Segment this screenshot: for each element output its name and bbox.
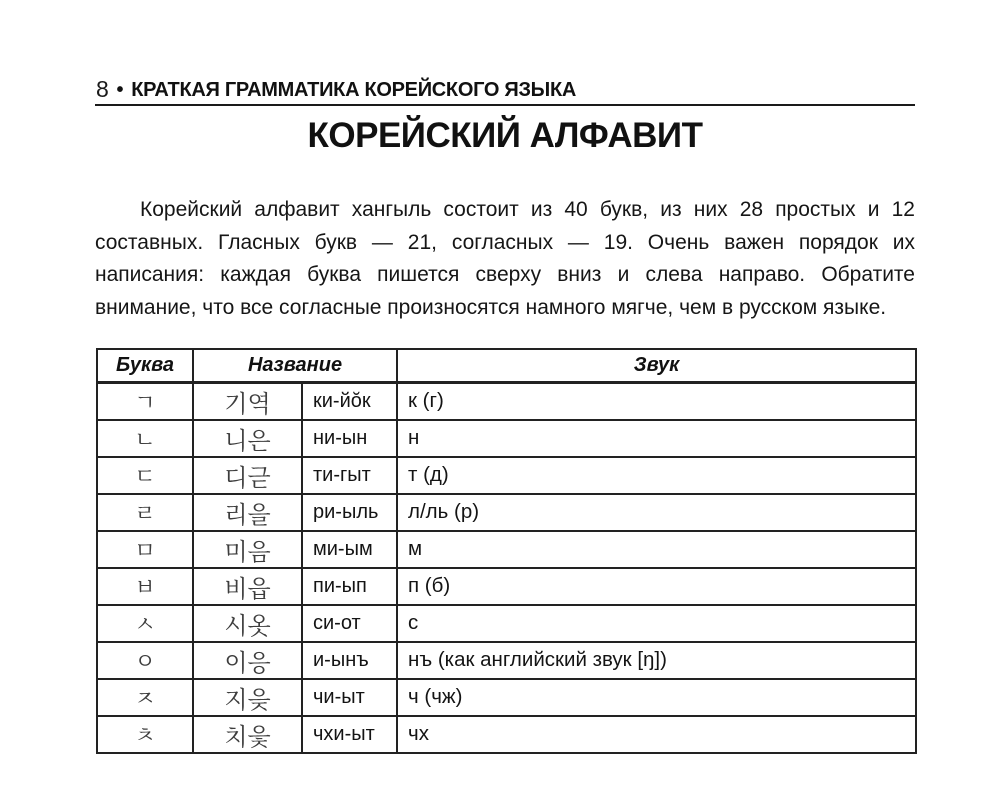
korean-name-cell: 디귿 (193, 457, 302, 494)
korean-letter-cell: ㅇ (97, 642, 193, 679)
table-row (97, 642, 916, 679)
translit-name-cell: ки-йŏк (302, 382, 397, 420)
sound-cell: м (397, 531, 916, 568)
korean-name-cell: 이응 (193, 642, 302, 679)
korean-letter-cell: ㄴ (97, 420, 193, 457)
sound-cell: к (г) (397, 382, 916, 420)
korean-letter-cell: ㅈ (97, 679, 193, 716)
sound-cell: ч (чж) (397, 679, 916, 716)
table-row (97, 494, 916, 531)
korean-letter-cell: ㅊ (97, 716, 193, 753)
translit-name-cell: чи-ыт (302, 679, 397, 716)
korean-letter-cell: ㄷ (97, 457, 193, 494)
page-number: 8 (96, 76, 109, 102)
korean-letter-cell: ㄹ (97, 494, 193, 531)
translit-name-cell: и-ынъ (302, 642, 397, 679)
table-row (97, 457, 916, 494)
table-row (97, 568, 916, 605)
table-row (97, 679, 916, 716)
sound-cell: т (д) (397, 457, 916, 494)
sound-cell: с (397, 605, 916, 642)
alphabet-table-body (97, 382, 916, 753)
translit-name-cell: ри-ыль (302, 494, 397, 531)
korean-letter-cell: ㅁ (97, 531, 193, 568)
korean-name-cell: 기역 (193, 382, 302, 420)
sound-cell: нъ (как английский звук [ŋ]) (397, 642, 916, 679)
korean-letter-cell: ㅂ (97, 568, 193, 605)
sound-cell: н (397, 420, 916, 457)
translit-name-cell: ти-гыт (302, 457, 397, 494)
translit-name-cell: чхи-ыт (302, 716, 397, 753)
korean-name-cell: 니은 (193, 420, 302, 457)
translit-name-cell: ни-ын (302, 420, 397, 457)
table-header-row (97, 349, 916, 382)
bullet-separator-icon: • (116, 79, 124, 101)
sound-cell: л/ль (р) (397, 494, 916, 531)
col-header-sound: Звук (397, 349, 916, 382)
col-header-letter: Буква (97, 349, 193, 382)
running-title: КРАТКАЯ ГРАММАТИКА КОРЕЙСКОГО ЯЗЫКА (131, 79, 577, 101)
table-row (97, 420, 916, 457)
korean-name-cell: 시옷 (193, 605, 302, 642)
table-row (97, 531, 916, 568)
korean-name-cell: 치읓 (193, 716, 302, 753)
table-row (97, 382, 916, 420)
translit-name-cell: си-от (302, 605, 397, 642)
intro-paragraph: Корейский алфавит хангыль состоит из 40 букв, из них 28 простых и 12 составных. Гласных букв — 21, согласных — 19. Очень важен порядок их написания: каждая буква пишется сверху вниз и слева направо. Обратите внимание, что все согласные произносятся намного мягче, чем в русском языке. (95, 198, 915, 319)
header-rule (95, 104, 915, 106)
korean-name-cell: 지읒 (193, 679, 302, 716)
page-title: КОРЕЙСКИЙ АЛФАВИТ (307, 116, 703, 155)
translit-name-cell: пи-ып (302, 568, 397, 605)
korean-name-cell: 비읍 (193, 568, 302, 605)
alphabet-table (96, 348, 917, 754)
col-header-name: Название (193, 349, 397, 382)
sound-cell: п (б) (397, 568, 916, 605)
korean-letter-cell: ㄱ (97, 382, 193, 420)
sound-cell: чх (397, 716, 916, 753)
korean-letter-cell: ㅅ (97, 605, 193, 642)
korean-name-cell: 리을 (193, 494, 302, 531)
translit-name-cell: ми-ым (302, 531, 397, 568)
table-row (97, 716, 916, 753)
korean-name-cell: 미음 (193, 531, 302, 568)
running-head (96, 76, 916, 103)
table-row (97, 605, 916, 642)
